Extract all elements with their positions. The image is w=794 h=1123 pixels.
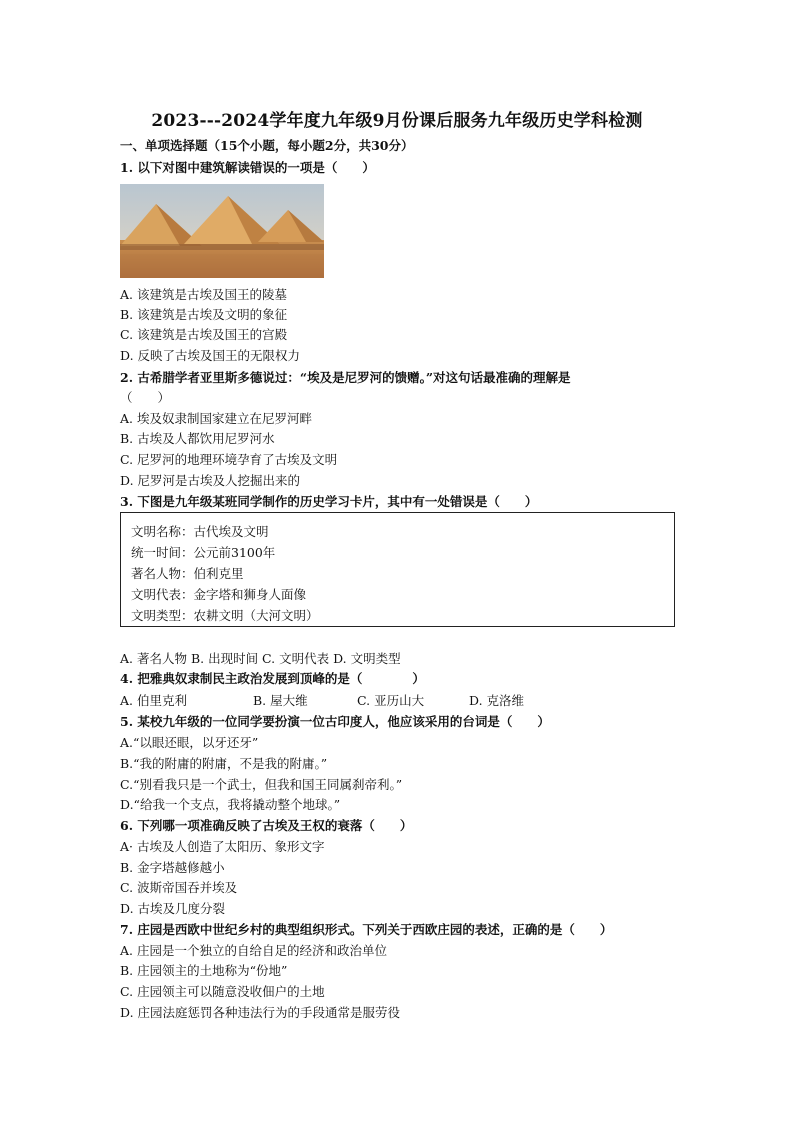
q4-options [120, 693, 524, 709]
pyramids-illustration [120, 184, 324, 278]
q5-stem: 5. 某校九年级的一位同学要扮演一位古印度人，他应该采用的台词是（ ） [120, 714, 550, 729]
q3-stem: 3. 下图是九年级某班同学制作的历史学习卡片，其中有一处错误是（ ） [120, 494, 538, 509]
pyramids-image [120, 184, 324, 278]
section-heading: 一、单项选择题（15个小题，每小题2分，共30分） [120, 138, 414, 153]
q7-option-a: A. 庄园是一个独立的自给自足的经济和政治单位 [120, 943, 387, 958]
q4-option-c: C. 亚历山大 [357, 693, 425, 708]
q5-option-a: A.“以眼还眼，以牙还牙” [120, 735, 259, 750]
q2-option-a: A. 埃及奴隶制国家建立在尼罗河畔 [120, 411, 312, 426]
q2-stem-cont: （ ） [120, 390, 171, 405]
q1-option-d: D. 反映了古埃及国王的无限权力 [120, 348, 301, 363]
q1-option-a: A. 该建筑是古埃及国王的陵墓 [120, 287, 287, 302]
q5-option-d: D.“给我一个支点，我将撬动整个地球。” [120, 797, 341, 812]
card-line-1: 文明名称：古代埃及文明 [131, 524, 269, 539]
card-line-2: 统一时间：公元前3100年 [131, 545, 276, 560]
q7-option-c: C. 庄园领主可以随意没收佃户的土地 [120, 984, 325, 999]
q7-stem: 7. 庄园是西欧中世纪乡村的典型组织形式。下列关于西欧庄园的表述，正确的是（ ） [120, 922, 613, 937]
q7-option-d: D. 庄园法庭惩罚各种违法行为的手段通常是服劳役 [120, 1005, 401, 1020]
exam-title: 2023---2024学年度九年级9月份课后服务九年级历史学科检测 [151, 111, 643, 131]
q4-stem: 4. 把雅典奴隶制民主政治发展到顶峰的是（ ） [120, 671, 425, 686]
q1-option-b: B. 该建筑是古埃及文明的象征 [120, 307, 288, 322]
q6-option-d: D. 古埃及几度分裂 [120, 901, 226, 916]
q2-option-d: D. 尼罗河是古埃及人挖掘出来的 [120, 473, 301, 488]
study-card [120, 512, 675, 627]
q7-option-b: B. 庄园领主的土地称为“份地” [120, 963, 288, 978]
q1-stem: 1. 以下对图中建筑解读错误的一项是（ ） [120, 160, 375, 175]
q6-stem: 6. 下列哪一项准确反映了古埃及王权的衰落（ ） [120, 818, 413, 833]
q3-options: A. 著名人物 B. 出现时间 C. 文明代表 D. 文明类型 [120, 651, 401, 666]
q6-option-a: A· 古埃及人创造了太阳历、象形文字 [120, 839, 325, 854]
q5-option-b: B.“我的附庸的附庸，不是我的附庸。” [120, 756, 328, 771]
q2-stem: 2. 古希腊学者亚里斯多德说过：“埃及是尼罗河的馈赠。”对这句话最准确的理解是 [120, 370, 571, 385]
q1-option-c: C. 该建筑是古埃及国王的宫殿 [120, 327, 288, 342]
card-line-3: 著名人物：伯利克里 [131, 566, 244, 581]
card-line-4: 文明代表：金字塔和狮身人面像 [131, 587, 307, 602]
q4-option-b: B. 屋大维 [253, 693, 308, 708]
card-line-5: 文明类型：农耕文明（大河文明） [131, 608, 319, 623]
q4-option-d: D. 克洛维 [469, 693, 525, 708]
q2-option-c: C. 尼罗河的地理环境孕育了古埃及文明 [120, 452, 338, 467]
q5-option-c: C.“别看我只是一个武士，但我和国王同属刹帝利。” [120, 777, 403, 792]
q6-option-b: B. 金字塔越修越小 [120, 860, 225, 875]
q6-option-c: C. 波斯帝国吞并埃及 [120, 880, 238, 895]
q2-option-b: B. 古埃及人都饮用尼罗河水 [120, 431, 275, 446]
q4-option-a: A. 伯里克利 [120, 693, 187, 708]
